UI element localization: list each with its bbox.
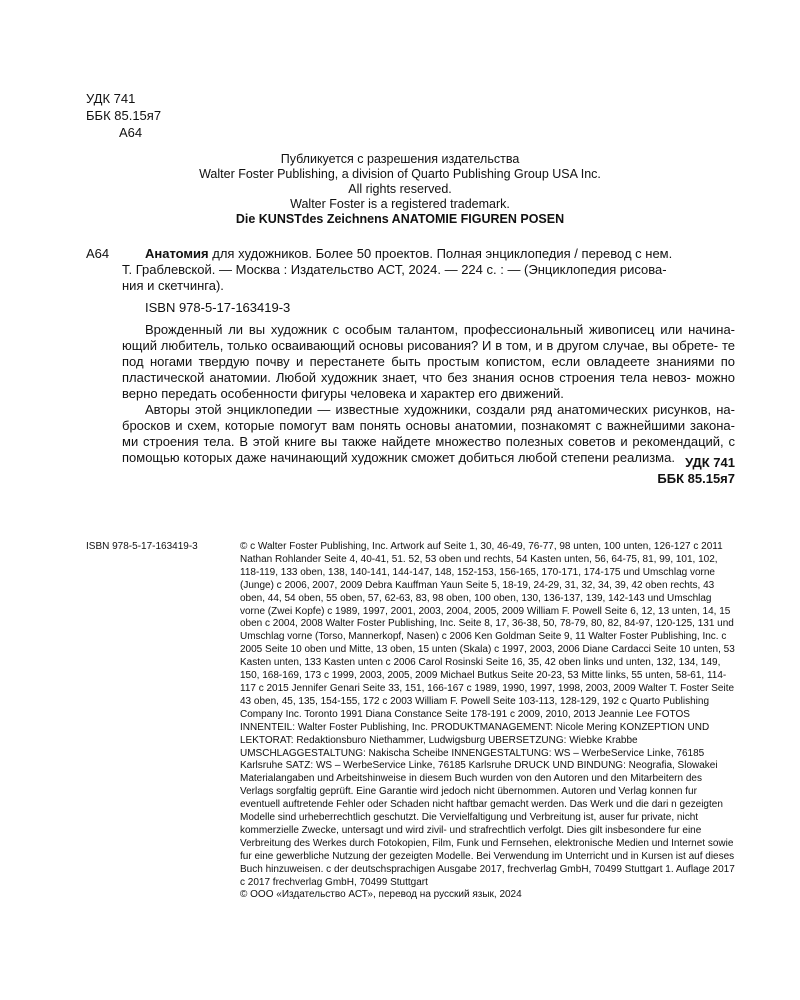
original-title: Die KUNSTdes Zeichnens ANATOMIE FIGUREN POSEN [235,212,565,226]
author-sign: А64 [119,125,143,140]
entry-author-sign: А64 [86,246,110,261]
publisher-line: Walter Foster Publishing, a division of Quarto Publishing Group USA Inc. [199,167,601,181]
entry-isbn: ISBN 978-5-17-163419-3 [145,300,291,315]
rights-line: All rights reserved. [348,182,452,196]
bibliographic-entry [122,246,735,294]
book-title: Анатомия [145,246,209,261]
annotation-paragraph-2: Авторы этой энциклопедии — известные художники, создали ряд анатомических рисунков, на- бросков и схем, которые помогут вам понять основы анатомии, познакомят с важнейшими закона- ми строения тела. В этой книге вы также найдете множество полезных советов и рекомендаций, с помощью которых даже начинающий художник сможет добиться любой степени реализма. [122,402,735,465]
udk-code-right: УДК 741 [685,455,735,470]
annotation [122,322,735,466]
bbk-code: ББК 85.15я7 [86,108,162,123]
entry-line-1-rest: для художников. Более 50 проектов. Полная энциклопедия / перевод с нем. [208,246,673,261]
permission-line: Публикуется с разрешения издательства [280,152,520,166]
entry-line-3: ния и скетчинга). [122,278,224,293]
bbk-code-right: ББК 85.15я7 [657,471,735,486]
entry-line-2: Т. Граблевской. — Москва : Издательство АСТ, 2024. — 224 с. : — (Энциклопедия рисова- [122,262,667,277]
annotation-paragraph-1: Врожденный ли вы художник с особым талантом, профессиональный живописец или начина- ющий любитель, только осваивающий основы рисования? И в том, и в другом случае, вы обрете- те под ногами твердую почву и перестанете быть простым копистом, если овладеете знаниями по пластической анатомии. Любой художник знает, что без знания основ строения тела невоз- можно верно передать особенности фигуры человека и характер его движений. [122,322,735,401]
isbn-bottom: ISBN 978-5-17-163419-3 [86,541,198,552]
entry-line-1 [145,246,735,262]
trademark-line: Walter Foster is a registered trademark. [290,197,510,211]
copyright-ast: © ООО «Издательство АСТ», перевод на русский язык, 2024 [240,889,522,901]
copyright-original: © c Walter Foster Publishing, Inc. Artwork auf Seite 1, 30, 46-49, 76-77, 98 unten, 100 unten, 126-127 c 2011 Nathan Rohlander Seite 4, 40-41, 51. 52, 53 oben und rechts, 54 Kasten unten, 56, 64-75, 81, 99, 101, 102, 118-119, 133 oben, 138, 140-141, 144-147, 148, 152-153, 156-165, 170-171, 174-175 und Umschlag vorne (Junge) c 2006, 2007, 2009 Debra Kauffman Yaun Seite 5, 18-19, 24-29, 31, 32, 34, 39, 42 oben rechts, 43 oben, 44, 54 oben, 55 oben, 57, 62-63, 83, 98 oben, 100 oben, 130, 136-137, 139, 142-143 und Umschlag vorne (Zwei Kopfe) c 1989, 1997, 2001, 2003, 2004, 2005, 2009 William F. Powell Seite 6, 12, 13 unten, 14, 15 oben c 2004, 2008 Walter Foster Publishing, Inc. Seite 8, 17, 36-38, 50, 78-79, 80, 82, 84-97, 120-125, 131 und Umschlag vorne (Torso, Mannerkopf, Nasen) c 2006 Ken Goldman Seite 9, 11 Walter Foster Publishing, Inc. c 2005 Seite 10 oben und Mitte, 13 oben, 15 unten (Skala) c 1997, 2003, 2006 Diane Cardacci Seite 10 unten, 53 Kasten unten, 133 Kasten unten c 2006 Carol Rosinski Seite 16, 35, 42 oben links und unten, 132, 134, 149, 150, 168-169, 173 c 1999, 2003, 2005, 2009 Michael Butkus Seite 20-23, 53 Mitte links, 55 unten, 58-61, 114-117 c 2015 Jennifer Genari Seite 33, 151, 166-167 c 1989, 1990, 1997, 1998, 2003, 2009 Walter T. Foster Seite 43 oben, 45, 135, 154-155, 172 c 2003 William F. Powell Seite 103-113, 128-129, 192 c Quarto Publishing Company Inc. Toronto 1991 Diana Constance Seite 178-191 c 2009, 2010, 2013 Jeannie Lee FOTOS INNENTEIL: Walter Foster Publishing, Inc. PRODUKTMANAGEMENT: Nicole Mering KONZEPTION UND LEKTORAT: Redaktionsburo Niethammer, Ludwigsburg UBERSETZUNG: Wiebke Krabbe UMSCHLAGGESTALTUNG: Nakischa Scheibe INNENGESTALTUNG: WS – WerbeService Linke, 76185 Karlsruhe SATZ: WS – WerbeService Linke, 76185 Karlsruhe DRUCK UND BINDUNG: Neografia, Slowakei Materialangaben und Arbeitshinweise in diesem Buch wurden von den Autoren und den Mitarbeitern des Verlags sorgfaltig geprüft. Eine Garantie wird jedoch nicht übernommen. Autoren und Verlag konnen fur eventuell auftretende Fehler oder Schaden nicht haftbar gemacht werden. Das Werk und die dari n gezeigten Modelle sind urheberrechtlich geschutzt. Die Vervielfaltigung und Verbreitung ist, auser fur private, nicht kommerzielle Zwecke, untersagt und wird zivil- und strafrechtlich verfolgt. Dies gilt insbesondere fur eine Verbreitung des Werkes durch Fotokopien, Film, Funk und Fernsehen, elektronische Medien und Internet sowie fur eine gewerbliche Nutzung der gezeigten Modelle. Bei Verwendung im Unterricht und in Kursen ist auf dieses Buch hinzuweisen. c der deutschsprachigen Ausgabe 2017, frechverlag GmbH, 70499 Stuttgart 1. Auflage 2017 c 2017 frechverlag GmbH, 70499 Stuttgart [240,541,735,888]
imprint-block [240,541,738,902]
classification-block-right [657,455,735,487]
classification-block [86,90,161,141]
permissions-notice [170,152,630,227]
udk-code: УДК 741 [86,91,136,106]
